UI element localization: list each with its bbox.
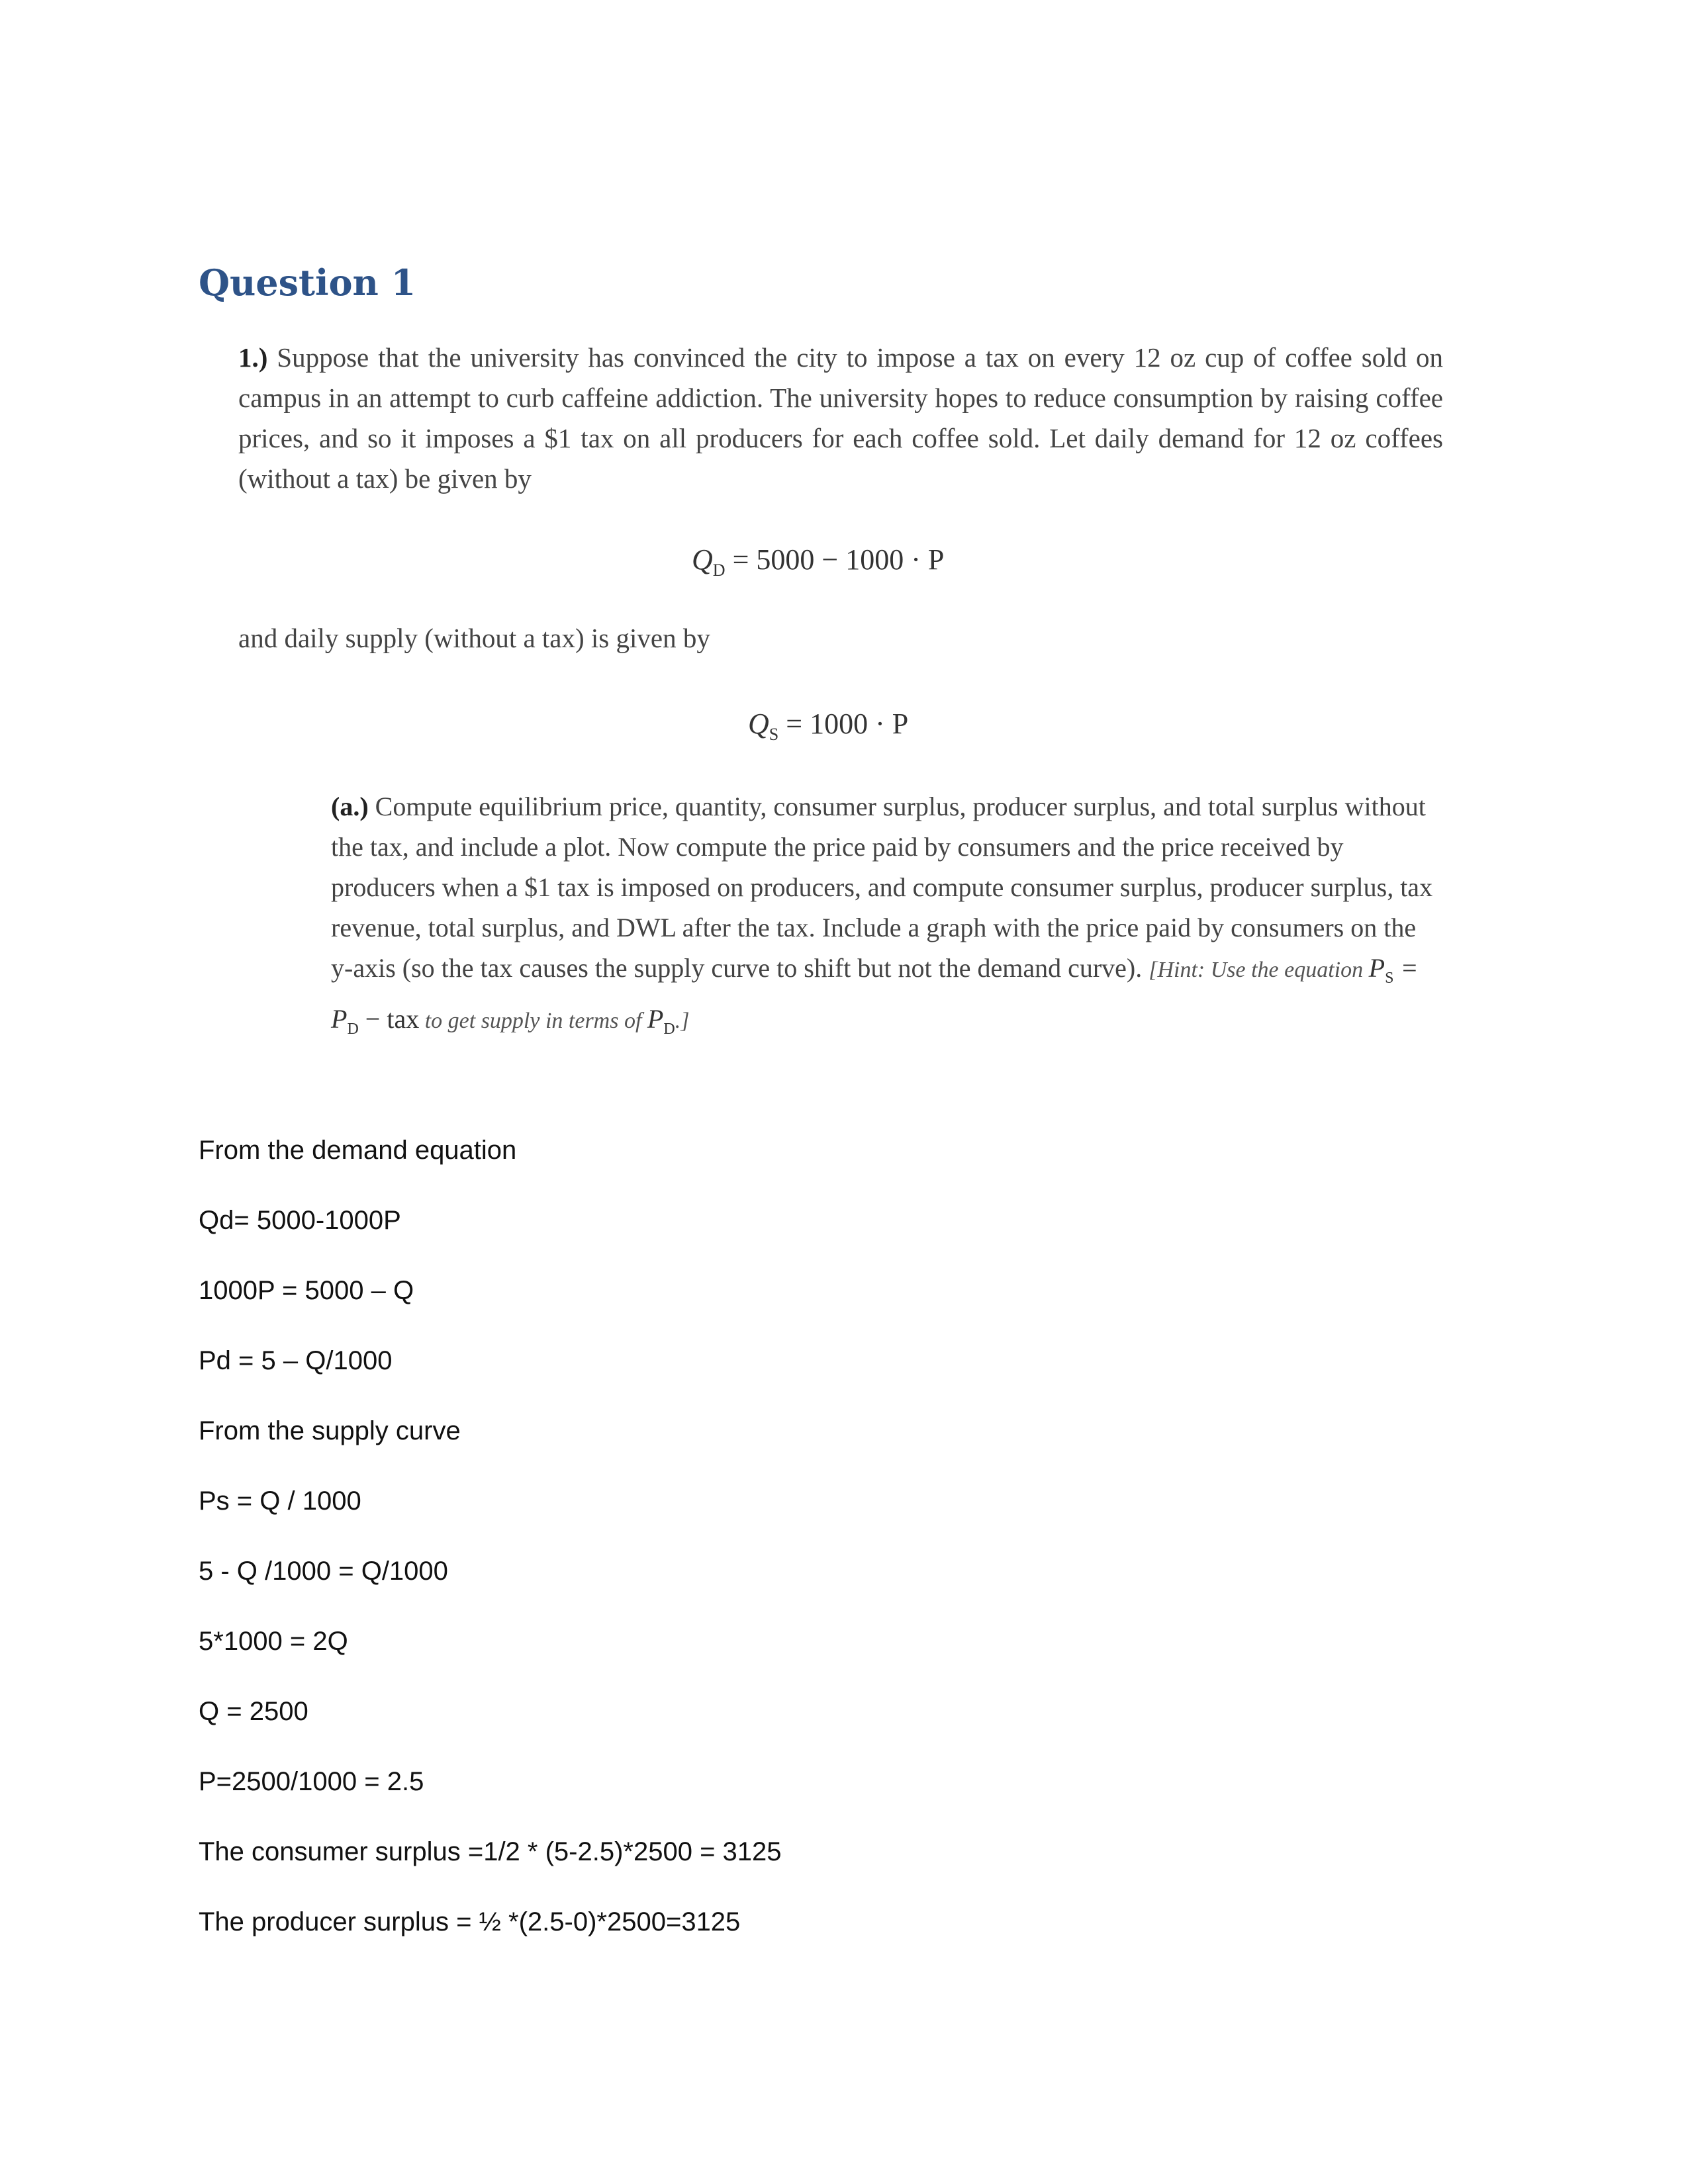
supply-eq-rhs: = 1000 · P — [786, 707, 909, 740]
answer-line: P=2500/1000 = 2.5 — [199, 1767, 424, 1796]
answer-line: Pd = 5 – Q/1000 — [199, 1346, 393, 1375]
answer-line: Qd= 5000-1000P — [199, 1206, 401, 1235]
part-a-label: (a.) — [331, 792, 369, 821]
hint-p: P — [647, 1004, 664, 1034]
answer-line: 5*1000 = 2Q — [199, 1627, 348, 1656]
supply-eq-lhs: Q — [748, 707, 769, 740]
page-title: Question 1 — [199, 261, 416, 304]
problem-number: 1.) — [238, 342, 268, 373]
demand-eq-rhs: = 5000 − 1000 · P — [732, 543, 945, 576]
answer-line: 1000P = 5000 – Q — [199, 1276, 414, 1305]
hint-pd — [647, 1004, 675, 1038]
problem-statement — [238, 338, 1443, 499]
part-a-paragraph — [331, 786, 1436, 1050]
supply-equation — [748, 707, 908, 745]
demand-equation — [692, 543, 944, 580]
answer-line: From the supply curve — [199, 1416, 461, 1445]
demand-eq-lhs: Q — [692, 543, 713, 576]
answer-lines — [199, 1130, 782, 1972]
answer-line: Ps = Q / 1000 — [199, 1486, 361, 1516]
hint-eq-d: D — [347, 1021, 359, 1038]
supply-intro: and daily supply (without a tax) is given by — [238, 623, 710, 653]
demand-eq-sub: D — [712, 560, 726, 580]
part-a — [331, 786, 1436, 1050]
hint-pd-sub: D — [663, 1021, 675, 1038]
hint-close: .] — [675, 1009, 690, 1033]
hint-eq-p1: P — [1368, 953, 1385, 983]
hint-eq-s: S — [1385, 970, 1394, 987]
answer-line: Q = 2500 — [199, 1697, 308, 1726]
answer-line: The consumer surplus =1/2 * (5-2.5)*2500 = 3125 — [199, 1837, 782, 1866]
hint-prefix: [Hint: Use the equation — [1149, 958, 1364, 982]
problem-intro-text: Suppose that the university has convinced the city to impose a tax on every 12 oz cup of coffee sold on campus in an attempt to curb caffeine addiction. The university hopes to reduce consumption by raising coffee prices, and so it imposes a $1 tax on all producers for each coffee sold. Let daily demand for 12 oz coffees (without a tax) be given by — [238, 342, 1443, 494]
hint-eq-mid: = P — [331, 953, 1419, 1034]
problem-intro — [238, 338, 1443, 499]
supply-eq-sub: S — [769, 724, 779, 744]
answer-line: 5 - Q /1000 = Q/1000 — [199, 1557, 448, 1586]
part-a-text: Compute equilibrium price, quantity, consumer surplus, producer surplus, and total surplus without the tax, and include a plot. Now compute the price paid by consumers and the price received by producers when a $1 tax is imposed on producers, and compute consumer surplus, producer surplus, tax revenue, total surplus, and DWL after the tax. Include a graph with the price paid by consumers on the y-axis (so the tax causes the supply curve to shift but not the demand curve). — [331, 792, 1433, 983]
hint-mid: to get supply in terms of — [424, 1009, 642, 1033]
answer-line: From the demand equation — [199, 1136, 517, 1165]
hint-eq-end: − tax — [358, 1004, 420, 1034]
answer-line: The producer surplus = ½ *(2.5-0)*2500=3125 — [199, 1907, 741, 1936]
